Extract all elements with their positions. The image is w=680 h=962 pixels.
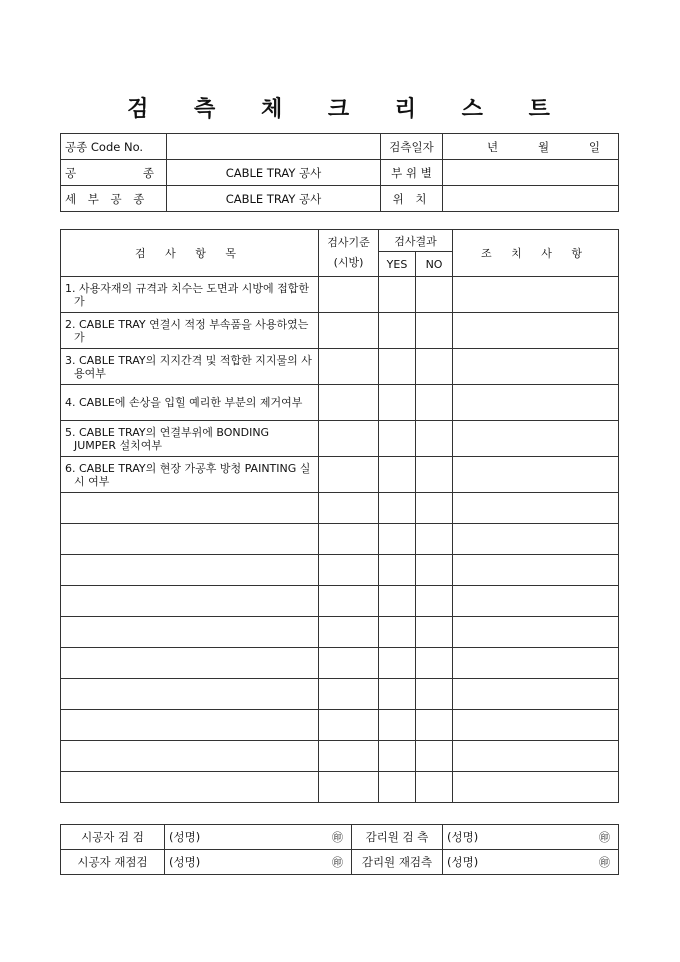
checklist-header-row — [61, 230, 619, 252]
header-table — [60, 133, 619, 212]
checklist-blank-row — [61, 679, 619, 710]
yes-cell[interactable] — [379, 457, 416, 493]
no-cell[interactable] — [416, 457, 453, 493]
standard-cell[interactable] — [319, 421, 379, 457]
item-cell[interactable] — [61, 586, 319, 617]
standard-cell[interactable] — [319, 493, 379, 524]
standard-cell[interactable] — [319, 555, 379, 586]
yes-cell[interactable] — [379, 679, 416, 710]
action-cell[interactable] — [453, 679, 619, 710]
sub-work-value[interactable]: CABLE TRAY 공사 — [167, 186, 381, 212]
action-cell[interactable] — [453, 524, 619, 555]
yes-cell[interactable] — [379, 277, 416, 313]
work-type-value[interactable]: CABLE TRAY 공사 — [167, 160, 381, 186]
part-label: 부 위 별 — [381, 160, 443, 186]
checklist-body — [61, 277, 619, 803]
checklist-row — [61, 457, 619, 493]
item-cell[interactable] — [61, 555, 319, 586]
checklist-blank-row — [61, 772, 619, 803]
standard-cell[interactable] — [319, 772, 379, 803]
no-cell[interactable] — [416, 524, 453, 555]
header-row-code — [61, 134, 619, 160]
contractor-recheck-label: 시공자 재점검 — [61, 850, 165, 875]
standard-cell[interactable] — [319, 741, 379, 772]
action-cell[interactable] — [453, 617, 619, 648]
no-cell[interactable] — [416, 555, 453, 586]
action-cell[interactable] — [453, 457, 619, 493]
checklist-blank-row — [61, 648, 619, 679]
name-placeholder: (성명) — [169, 830, 201, 844]
checklist-item — [61, 349, 319, 385]
standard-cell[interactable] — [319, 617, 379, 648]
yes-cell[interactable] — [379, 385, 416, 421]
checklist-item — [61, 457, 319, 493]
standard-cell[interactable] — [319, 679, 379, 710]
name-placeholder: (성명) — [447, 855, 479, 869]
contractor-check-label: 시공자 검 검 — [61, 825, 165, 850]
checklist-item-text: 2. CABLE TRAY 연결시 적정 부속품을 사용하였는가 — [65, 317, 309, 344]
inspection-date-value[interactable] — [443, 134, 619, 160]
item-cell[interactable] — [61, 772, 319, 803]
name-placeholder: (성명) — [169, 855, 201, 869]
action-cell[interactable] — [453, 555, 619, 586]
date-year-label: 년 — [487, 139, 499, 154]
col-items-header: 검 사 항 목 — [61, 230, 319, 277]
checklist-blank-row — [61, 493, 619, 524]
supervisor-recheck-label: 감리원 재검측 — [352, 850, 443, 875]
no-cell[interactable] — [416, 741, 453, 772]
no-cell[interactable] — [416, 679, 453, 710]
standard-cell[interactable] — [319, 457, 379, 493]
standard-cell[interactable] — [319, 586, 379, 617]
work-code-value[interactable] — [167, 134, 381, 160]
col-standard-header — [319, 230, 379, 277]
item-cell[interactable] — [61, 648, 319, 679]
part-value[interactable] — [443, 160, 619, 186]
col-standard-line2: (시방) — [333, 256, 364, 269]
item-cell[interactable] — [61, 710, 319, 741]
checklist-item — [61, 421, 319, 457]
checklist-row — [61, 349, 619, 385]
col-standard-line1: 검사기준 — [327, 236, 370, 249]
contractor-recheck-sign[interactable] — [165, 850, 352, 875]
no-cell[interactable] — [416, 617, 453, 648]
supervisor-check-label: 감리원 검 측 — [352, 825, 443, 850]
seal-icon: ㊞ — [599, 831, 610, 844]
action-cell[interactable] — [453, 648, 619, 679]
no-cell[interactable] — [416, 385, 453, 421]
yes-cell[interactable] — [379, 524, 416, 555]
checklist-item-text: 3. CABLE TRAY의 지지간격 및 적합한 지지물의 사용여부 — [65, 353, 312, 380]
standard-cell[interactable] — [319, 524, 379, 555]
action-cell[interactable] — [453, 313, 619, 349]
yes-cell[interactable] — [379, 349, 416, 385]
header-row-sub-work — [61, 186, 619, 212]
col-yes-header: YES — [379, 252, 416, 277]
checklist-row — [61, 421, 619, 457]
action-cell[interactable] — [453, 493, 619, 524]
checklist-blank-row — [61, 524, 619, 555]
action-cell[interactable] — [453, 772, 619, 803]
action-cell[interactable] — [453, 710, 619, 741]
item-cell[interactable] — [61, 679, 319, 710]
standard-cell[interactable] — [319, 277, 379, 313]
supervisor-check-sign[interactable] — [443, 825, 619, 850]
standard-cell[interactable] — [319, 313, 379, 349]
supervisor-recheck-sign[interactable] — [443, 850, 619, 875]
item-cell[interactable] — [61, 617, 319, 648]
checklist-blank-row — [61, 555, 619, 586]
action-cell[interactable] — [453, 586, 619, 617]
checklist-item-text: 6. CABLE TRAY의 현장 가공후 방청 PAINTING 실시 여부 — [65, 461, 311, 488]
checklist-table — [60, 229, 619, 803]
checklist-item-text: 5. CABLE TRAY의 연결부위에 BONDING JUMPER 설치여부 — [65, 425, 270, 452]
work-type-label: 공 종 — [61, 160, 167, 186]
standard-cell[interactable] — [319, 349, 379, 385]
seal-icon: ㊞ — [332, 831, 343, 844]
location-label: 위 치 — [381, 186, 443, 212]
page-title: 검 측 체 크 리 스 트 — [127, 96, 569, 122]
checklist-row — [61, 385, 619, 421]
checklist-item — [61, 277, 319, 313]
yes-cell[interactable] — [379, 313, 416, 349]
checklist-item — [61, 313, 319, 349]
standard-cell[interactable] — [319, 648, 379, 679]
col-no-header: NO — [416, 252, 453, 277]
no-cell[interactable] — [416, 493, 453, 524]
item-cell[interactable] — [61, 741, 319, 772]
action-cell[interactable] — [453, 385, 619, 421]
action-cell[interactable] — [453, 349, 619, 385]
name-placeholder: (성명) — [447, 830, 479, 844]
inspection-date-label: 검측일자 — [381, 134, 443, 160]
col-action-header: 조 치 사 항 — [453, 230, 619, 277]
item-cell[interactable] — [61, 493, 319, 524]
seal-icon: ㊞ — [332, 856, 343, 869]
checklist-row — [61, 277, 619, 313]
work-code-label: 공종 Code No. — [61, 134, 167, 160]
no-cell[interactable] — [416, 421, 453, 457]
sub-work-label: 세 부 공 종 — [61, 186, 167, 212]
yes-cell[interactable] — [379, 772, 416, 803]
action-cell[interactable] — [453, 277, 619, 313]
yes-cell[interactable] — [379, 586, 416, 617]
checklist-item-text: 1. 사용자재의 규격과 치수는 도면과 시방에 접합한가 — [65, 281, 309, 308]
action-cell[interactable] — [453, 421, 619, 457]
location-value[interactable] — [443, 186, 619, 212]
no-cell[interactable] — [416, 710, 453, 741]
checklist-blank-row — [61, 586, 619, 617]
yes-cell[interactable] — [379, 741, 416, 772]
no-cell[interactable] — [416, 772, 453, 803]
seal-icon: ㊞ — [599, 856, 610, 869]
standard-cell[interactable] — [319, 710, 379, 741]
standard-cell[interactable] — [319, 385, 379, 421]
item-cell[interactable] — [61, 524, 319, 555]
yes-cell[interactable] — [379, 555, 416, 586]
no-cell[interactable] — [416, 313, 453, 349]
checklist-blank-row — [61, 710, 619, 741]
checklist-item — [61, 385, 319, 421]
yes-cell[interactable] — [379, 421, 416, 457]
date-day-label: 일 — [588, 139, 600, 154]
checklist-item-text: 4. CABLE에 손상을 입힐 예리한 부분의 제거여부 — [65, 396, 303, 409]
checklist-blank-row — [61, 741, 619, 772]
action-cell[interactable] — [453, 741, 619, 772]
signature-row-check — [61, 825, 619, 850]
contractor-check-sign[interactable] — [165, 825, 352, 850]
yes-cell[interactable] — [379, 710, 416, 741]
checklist-blank-row — [61, 617, 619, 648]
yes-cell[interactable] — [379, 617, 416, 648]
no-cell[interactable] — [416, 648, 453, 679]
col-result-header: 검사결과 — [379, 230, 453, 252]
no-cell[interactable] — [416, 586, 453, 617]
signature-table — [60, 824, 619, 875]
yes-cell[interactable] — [379, 648, 416, 679]
date-month-label: 월 — [537, 139, 550, 154]
checklist-row — [61, 313, 619, 349]
no-cell[interactable] — [416, 277, 453, 313]
header-row-work-type — [61, 160, 619, 186]
signature-row-recheck — [61, 850, 619, 875]
yes-cell[interactable] — [379, 493, 416, 524]
no-cell[interactable] — [416, 349, 453, 385]
